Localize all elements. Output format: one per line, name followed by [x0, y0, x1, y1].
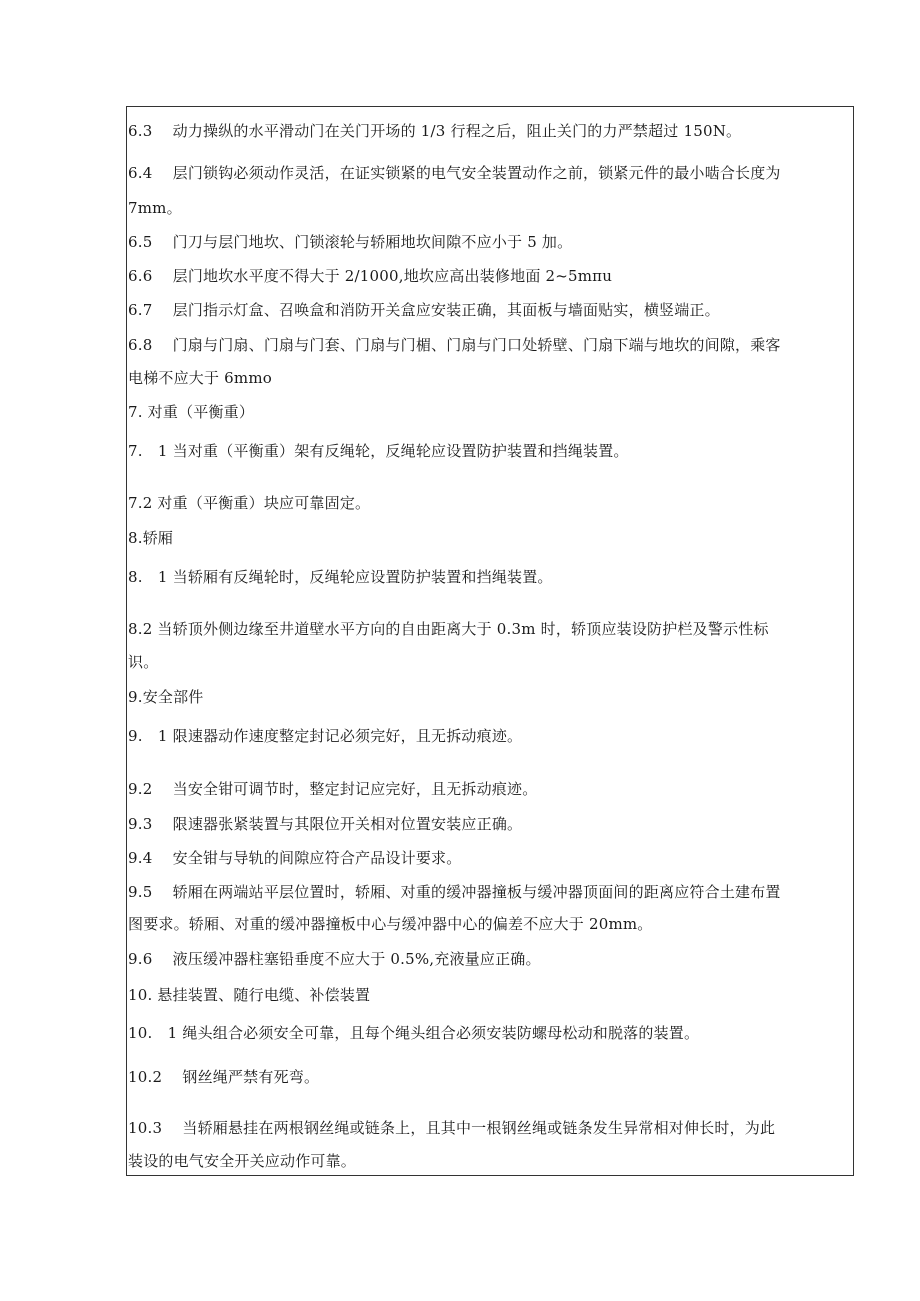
- clause-9-1: 9. 1 限速器动作速度整定封记必须完好，且无拆动痕迹。: [128, 727, 523, 745]
- clause-8-2-cont: 识。: [128, 653, 159, 671]
- clause-9-5: 9.5 轿厢在两端站平层位置时，轿厢、对重的缓冲器撞板与缓冲器顶面间的距离应符合土建布置: [128, 883, 781, 901]
- clause-8-1: 8. 1 当轿厢有反绳轮时，反绳轮应设置防护装置和挡绳装置。: [128, 568, 553, 586]
- section-9-heading: 9.安全部件: [128, 688, 204, 706]
- clause-6-6: 6.6 层门地坎水平度不得大于 2/1000,地坎应高出装修地面 2~5mπu: [128, 267, 613, 285]
- clause-10-3: 10.3 当轿厢悬挂在两根钢丝绳或链条上，且其中一根钢丝绳或链条发生异常相对伸长时，为此: [128, 1119, 776, 1137]
- clause-10-1: 10. 1 绳头组合必须安全可靠，且每个绳头组合必须安装防螺母松动和脱落的装置。: [128, 1024, 700, 1042]
- clause-10-3-cont: 装设的电气安全开关应动作可靠。: [128, 1152, 357, 1170]
- clause-7-2: 7.2 对重（平衡重）块应可靠固定。: [128, 494, 371, 512]
- clause-6-8-cont: 电梯不应大于 6mmo: [128, 369, 272, 387]
- clause-10-2: 10.2 钢丝绳严禁有死弯。: [128, 1068, 320, 1086]
- clause-7-1: 7. 1 当对重（平衡重）架有反绳轮，反绳轮应设置防护装置和挡绳装置。: [128, 442, 629, 460]
- section-10-heading: 10. 悬挂装置、随行电缆、补偿装置: [128, 986, 371, 1004]
- section-7-heading: 7. 对重（平衡重）: [128, 403, 255, 421]
- clause-6-8: 6.8 门扇与门扇、门扇与门套、门扇与门楣、门扇与门口处轿壁、门扇下端与地坎的间隙，乘客: [128, 336, 781, 354]
- clause-9-5-cont: 图要求。轿厢、对重的缓冲器撞板中心与缓冲器中心的偏差不应大于 20mm。: [128, 915, 653, 933]
- clause-9-6: 9.6 液压缓冲器柱塞铅垂度不应大于 0.5%,充液量应正确。: [128, 950, 541, 968]
- clause-6-4-cont: 7mm。: [128, 199, 182, 217]
- clause-9-2: 9.2 当安全钳可调节时，整定封记应完好，且无拆动痕迹。: [128, 780, 538, 798]
- clause-6-7: 6.7 层门指示灯盒、召唤盒和消防开关盒应安装正确，其面板与墙面贴实，横竖端正。: [128, 301, 720, 319]
- clause-6-5: 6.5 门刀与层门地坎、门锁滚轮与轿厢地坎间隙不应小于 5 加。: [128, 233, 573, 251]
- section-8-heading: 8.轿厢: [128, 529, 174, 547]
- clause-6-4: 6.4 层门锁钩必须动作灵活，在证实锁紧的电气安全装置动作之前，锁紧元件的最小啮合长度为: [128, 164, 781, 182]
- clause-9-3: 9.3 限速器张紧装置与其限位开关相对位置安装应正确。: [128, 815, 523, 833]
- clause-6-3: 6.3 动力操纵的水平滑动门在关门开场的 1/3 行程之后，阻止关门的力严禁超过 150N。: [128, 122, 742, 140]
- clause-9-4: 9.4 安全钳与导轨的间隙应符合产品设计要求。: [128, 849, 462, 867]
- clause-8-2: 8.2 当轿顶外侧边缘至井道壁水平方向的自由距离大于 0.3m 时，轿顶应装设防护栏及警示性标: [128, 620, 769, 638]
